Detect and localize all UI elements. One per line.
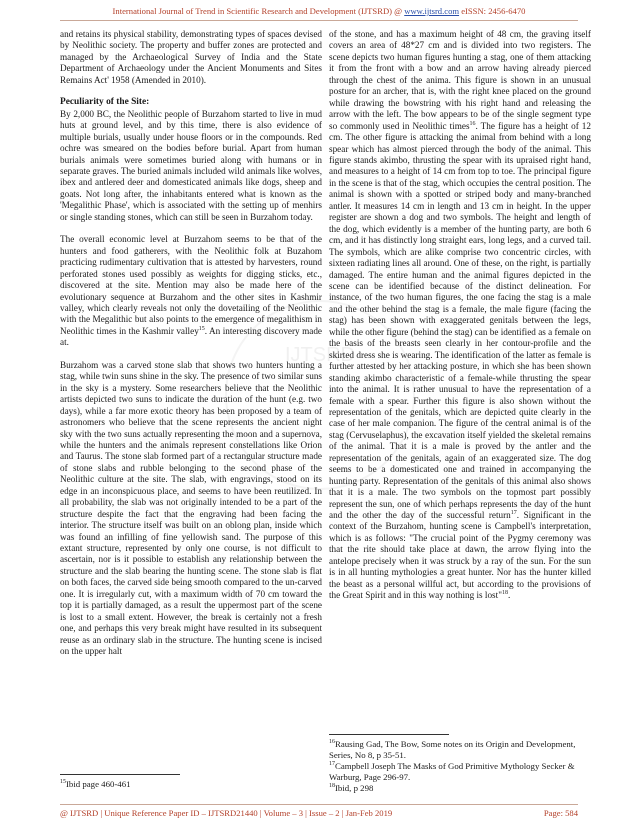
footnote-ref-18[interactable]: 18 <box>501 590 508 597</box>
right-footnote-divider <box>329 734 449 735</box>
paragraph-site-protection: and retains its physical stability, demonstrating types of spaces devised by Neolithic society. The property and buffer zones are protected and managed by the Archaeological Survey of India and the State Department of Archaeology under the Ancient Monuments and Sites Remains Act' 1958 (Amended in 2010). <box>60 29 322 85</box>
left-column <box>60 29 322 669</box>
footnote-ref-16[interactable]: 16 <box>469 120 476 127</box>
footnote-18 <box>329 783 591 794</box>
footnote-16-text: Rausing Gad, The Bow, Some notes on its Origin and Development, Series, No 8, p 35-51. <box>329 739 576 760</box>
running-footer <box>60 808 578 818</box>
footer-citation: @ IJTSRD | Unique Reference Paper ID – IJTSRD21440 | Volume – 3 | Issue – 2 | Jan-Feb 2019 <box>60 808 393 818</box>
footer-divider <box>60 804 578 805</box>
paragraph-hunting-scene-c: . Significant in the context of the Burzahom, hunting scene is Campbell's interpretation, which is as follows: "The crucial point of the Pygmy ceremony was that the rite should take place at dawn, the arrow flying into the antelope precisely when it was struck by a ray of the sun. For the sun is in all hunting mythologies a great hunter. Nor has the hunter killed the beast as a personal willful act, but according to the provisions of the Great Spirit and in this way nothing is lost" <box>329 510 591 601</box>
paragraph-hunting-scene <box>329 29 591 602</box>
paragraph-economy-text: The overall economic level at Burzahom seems to be that of the hunters and food gatherers, with the Neolithic folk at Buzahom practicing rudimentary cultivation that is attested by harvesters, round perforated stones used possibly as weights for digging sticks, etc., discovered at the site. Mention may also be made here of the evolutionary sequence at Burzahom and the other sites in Kashmir valley, which clearly reveals not only the dovetailing of the Neolithic with the Megalithic but also points to the emergence of megalithism in Neolithic times in the Kashmir valley <box>60 234 322 336</box>
left-footnote-divider <box>60 774 180 775</box>
footnote-17 <box>329 761 591 783</box>
paragraph-hunting-scene-b: . The figure has a height of 12 cm. The other figure is attacking the animal from behind with a long spear which has almost pierced through the body of the animal. This figure stands akimbo, thrusting the spear with its upraised right hand, and measures to a height of 14 cm from top to toe. The principal figure in the scene is that of the stag, which occupies the central position. The animal is shown with a spotted or striped body and many-branched antler. It measures 14 cm in length and 13 cm in height. In the upper register are shown a dog and two symbols. The height and length of the dog, which evidently is a member of the hunting party, are both 6 cm, and it has distinctly long straight ears, long legs, and a curved tail. The symbols, which are alike comprise two concentric circles, with sixteen radiating lines all around. One of these, on the right, is partially damaged. The entire human and the animal figures depicted in the scene can be identified because of the distinct delineation. For instance, of the two human figures, the one facing the stag is a male and the other behind the stag is a female, the male figure (facing the stag) has been shown with exaggerated genitals between the legs, while the other figure (behind the stag) can be identified as a female on the basis of the breasts seen clearly in her contour-profile and the skirted dress she is wearing. The identification of the latter as female is further attested by her attacking posture, in which she has been shown standing akimbo characteristic of a female-while thrusting the spear into the animal. It is rather unusual to have the representation of a female with a spear. Further this figure is also shown without the representation of the genitals, which are depicted quite clearly in the case of her male companion. The figure of the central animal is of the stag (Cervuselaphus), the excavation itself yielded the skeletal remains of the animal. That it is a male is proved by the antler and the representation of the genitals, again of an exaggerated size. The dog seems to be a domesticated one and trained in accompanying the hunting party. Representation of the genitals of this animal also shows that it is a male. The two symbols on the topmost part possibly represent the sun, one of which perhaps represents the day of the hunt and the other the day of the successful return <box>329 120 591 521</box>
watermark-text: IJTSRD <box>285 344 355 366</box>
paragraph-economy-end: . An interesting discovery made at. <box>60 325 322 348</box>
paragraph-hunting-scene-a: of the stone, and has a maximum height of 48 cm, the graving itself covers an area of 48*27 cm and is divided into two registers. The scene depicts two human figures hunting a stag, one of them attacking it from the front with a bow and an arrow having already pierced through the chest of the anima. This figure is shown in an unusual posture for an archer, that is, with the right knee placed on the ground while drawing the bowstring with his right hand and releasing the arrow with the left. The bow appears to be of the single segment type so commonly used in Neolithic times <box>329 29 591 131</box>
footnote-15-text: Ibid page 460-461 <box>66 779 131 789</box>
footnote-15 <box>60 779 131 790</box>
footnote-17-text: Campbell Joseph The Masks of God Primitive Mythology Secker & Warburg, Page 296-97. <box>329 761 575 782</box>
paragraph-hunting-scene-d: . <box>507 590 511 601</box>
paragraph-burials: By 2,000 BC, the Neolithic people of Burzahom started to live in mud huts at ground level, and by this time, there is also evidence of multiple burials, usually under house floors or in the compounds. Red ochre was smeared on the bodies before burial. Apart from human burials animals were sometimes buried along with humans or in separate graves. The buried animals included wild animals like wolves, ibex and antlered deer and domesticated animals like dogs, sheep and goats. Not long after, the inhabitants entered what is known as the 'Megalithic Phase', which is associated with the setting up of menhirs or single standing stones, which can still be seen in Burzahom today. <box>60 108 322 222</box>
paragraph-economy <box>60 234 322 349</box>
right-column <box>329 29 591 613</box>
footnote-16-marker: 16 <box>329 739 335 746</box>
running-header <box>0 6 638 16</box>
header-divider <box>60 20 578 21</box>
footnote-18-marker: 18 <box>329 783 335 790</box>
journal-website-link[interactable]: www.ijtsrd.com <box>404 6 460 16</box>
journal-issn: eISSN: 2456-6470 <box>459 6 526 16</box>
journal-name: International Journal of Trend in Scientific Research and Development (IJTSRD) @ <box>112 6 405 16</box>
footnote-ref-17[interactable]: 17 <box>510 509 517 516</box>
footnote-ref-15[interactable]: 15 <box>198 325 205 332</box>
section-heading-peculiarity: Peculiarity of the Site: <box>60 97 150 108</box>
page-number: Page: 584 <box>543 808 578 818</box>
footnote-15-marker: 15 <box>60 779 66 786</box>
footnote-16 <box>329 739 591 761</box>
right-footnotes <box>329 739 591 794</box>
footnote-18-text: Ibid, p 298 <box>335 783 374 793</box>
paragraph-carved-slab: Burzahom was a carved stone slab that shows two hunters hunting a stag, while twin suns shine in the sky. The presence of two similar suns in the sky is a mystery. Some researchers believe that the Neolithic artists depicted two suns to indicate the duration of the hunt (e.g. two days), while a far more exotic theory has been proposed by a team of astronomers who believe that the scene represents the ancient night sky with the two suns actually representing the moon and a supernova, while the hunters and the animals represent constellations like Orion and Taurus. The stone slab formed part of a rectangular structure made of stone slabs and rubble belonging to the second phase of the Neolithic culture at the site. The slab, with engravings, stood on its edge in an inconspicuous place, and seems to have been reutilized. In all probability, the slab was not originally intended to be a part of the structure despite the fact that the engraving had been facing the interior. The structure itself was built on an oblong plan, inside which was found an infilling of fine yellowish sand. The purpose of this extant structure, represented by only one course, is not difficult to ascertain, nor is it possible to establish any relationship between the structure and the slab bearing the hunting scene. The stone slab is flat on both faces, the carved side being smooth compared to the un-carved one. It is irregularly cut, with a maximum width of 70 cm toward the top it is partially damaged, as a result the uppermost part of the scene is lost to a small extent. However, the break is certainly not a fresh one, and perhaps this very break might have resulted in its subsequent reuse as an ordinary slab in the structure. The hunting scene is incised on the upper halt <box>60 359 322 657</box>
footnote-17-marker: 17 <box>329 761 335 768</box>
